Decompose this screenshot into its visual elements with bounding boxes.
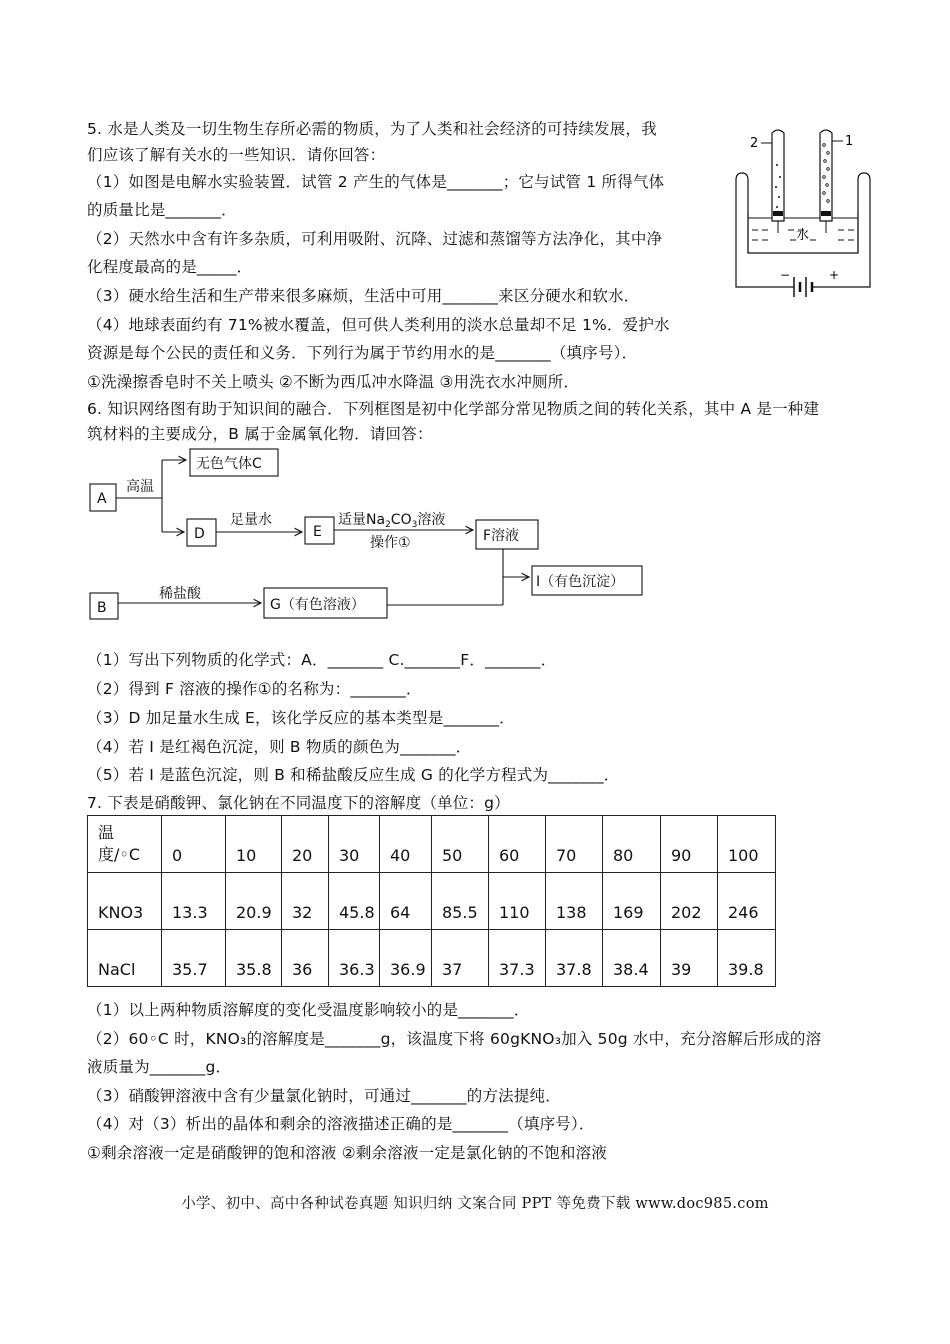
q5-part4-options: ①洗澡擦香皂时不关上喷头 ②不断为西瓜冲水降温 ③用洗衣水冲厕所． (87, 373, 580, 391)
label-sufficient-water: 足量水 (230, 512, 272, 528)
water-label: 水 (796, 228, 810, 243)
temp-cell: 40 (380, 816, 432, 873)
row-label-nacl: NaCl (88, 930, 162, 987)
label-I: I（有色沉淀） (536, 574, 625, 590)
table-cell: 37.8 (546, 930, 603, 987)
label-high-temp: 高温 (126, 479, 154, 495)
table-row-kno3 (88, 873, 776, 930)
electrolysis-apparatus-figure (728, 125, 878, 310)
table-cell: 36.9 (380, 930, 432, 987)
temp-cell: 10 (226, 816, 282, 873)
table-cell: 138 (546, 873, 603, 930)
table-cell: 64 (380, 873, 432, 930)
temp-cell: 80 (603, 816, 661, 873)
temp-cell: 50 (432, 816, 489, 873)
temp-cell: 90 (661, 816, 718, 873)
q6-intro-line2: 筑材料的主要成分，B 属于金属氧化物．请回答： (87, 425, 433, 443)
table-cell: 246 (718, 873, 776, 930)
label-E: E (313, 524, 322, 540)
label-dilute-hcl: 稀盐酸 (159, 586, 201, 602)
table-cell: 202 (661, 873, 718, 930)
table-cell: 35.7 (162, 930, 226, 987)
table-cell: 169 (603, 873, 661, 930)
battery-positive-sign: + (829, 268, 840, 282)
table-cell: 36 (282, 930, 329, 987)
q5-part3: （3）硬水给生活和生产带来很多麻烦，生活中可用_______来区分硬水和软水． (87, 287, 640, 305)
table-cell: 38.4 (603, 930, 661, 987)
temp-cell: 100 (718, 816, 776, 873)
label-na2co3-reagent: 适量$Na_2CO_3$溶液 (338, 512, 446, 530)
label-operation-1: 操作① (370, 535, 411, 551)
q6-part3: （3）D 加足量水生成 E，该化学反应的基本类型是_______． (87, 709, 515, 727)
q5-part4-line2: 资源是每个公民的责任和义务．下列行为属于节约用水的是_______（填序号）． (87, 344, 638, 362)
page-footer: 小学、初中、高中各种试卷真题 知识归纳 文案合同 PPT 等免费下载 www.doc985.com (181, 1196, 769, 1212)
row-label-kno3: KNO3 (88, 873, 162, 930)
q6-part4: （4）若 I 是红褐色沉淀，则 B 物质的颜色为_______． (87, 738, 472, 756)
q7-part4: （4）对（3）析出的晶体和剩余的溶液描述正确的是_______（填序号）． (87, 1115, 595, 1133)
table-cell: 39 (661, 930, 718, 987)
table-row-temperature (88, 816, 776, 873)
table-cell: 37 (432, 930, 489, 987)
q7-part4-options: ①剩余溶液一定是硝酸钾的饱和溶液 ②剩余溶液一定是氯化钠的不饱和溶液 (87, 1144, 608, 1162)
table-cell: 13.3 (162, 873, 226, 930)
table-cell: 37.3 (489, 930, 546, 987)
table-cell: 45.8 (329, 873, 380, 930)
q6-part1: （1）写出下列物质的化学式：A．_______ C._______F．_______． (87, 651, 557, 669)
label-D: D (194, 526, 205, 542)
label-F: F溶液 (483, 528, 520, 544)
q7-part2-line1: （2）60◦C 时，KNO₃的溶解度是_______g，该温度下将 60gKNO₃加入 50g 水中，充分溶解后形成的溶 (87, 1030, 822, 1048)
temp-cell: 20 (282, 816, 329, 873)
tube-2-label: 2 (750, 136, 759, 151)
table-cell: 20.9 (226, 873, 282, 930)
q5-part2-line2: 化程度最高的是_____． (87, 258, 253, 276)
label-G: G（有色溶液） (270, 597, 365, 613)
conversion-relation-diagram (80, 440, 660, 630)
tube-1-label: 1 (845, 134, 854, 149)
q7-intro: 7. 下表是硝酸钾、氯化钠在不同温度下的溶解度（单位：g） (87, 794, 510, 812)
table-cell: 39.8 (718, 930, 776, 987)
table-cell: 35.8 (226, 930, 282, 987)
temperature-header: 温 度/◦C (88, 816, 162, 873)
table-row-nacl (88, 930, 776, 987)
q5-part2-line1: （2）天然水中含有许多杂质，可利用吸附、沉降、过滤和蒸馏等方法净化，其中净 (87, 230, 663, 248)
q5-part4-line1: （4）地球表面约有 71%被水覆盖，但可供人类利用的淡水总量却不足 1%．爱护水 (87, 316, 670, 334)
label-B: B (97, 600, 107, 616)
table-cell: 110 (489, 873, 546, 930)
temp-cell: 30 (329, 816, 380, 873)
label-C: 无色气体C (196, 456, 262, 472)
table-cell: 85.5 (432, 873, 489, 930)
q5-intro-line2: 们应该了解有关水的一些知识．请你回答： (87, 146, 386, 164)
q6-part5: （5）若 I 是蓝色沉淀，则 B 和稀盐酸反应生成 G 的化学方程式为_______． (87, 766, 620, 784)
q6-intro-line1: 6. 知识网络图有助于知识间的融合．下列框图是初中化学部分常见物质之间的转化关系，其中 A 是一种建 (87, 400, 820, 418)
table-cell: 32 (282, 873, 329, 930)
temp-cell: 70 (546, 816, 603, 873)
battery-negative-sign: − (780, 268, 791, 282)
q7-part3: （3）硝酸钾溶液中含有少量氯化钠时，可通过_______的方法提纯． (87, 1087, 561, 1105)
solubility-table (87, 815, 776, 987)
q5-part1-line1: （1）如图是电解水实验装置．试管 2 产生的气体是_______；它与试管 1 所得气体 (87, 173, 665, 191)
q6-part2: （2）得到 F 溶液的操作①的名称为：_______． (87, 680, 422, 698)
label-A: A (97, 491, 107, 507)
q5-intro-line1: 5. 水是人类及一切生物生存所必需的物质，为了人类和社会经济的可持续发展，我 (87, 120, 657, 138)
temp-cell: 0 (162, 816, 226, 873)
temp-cell: 60 (489, 816, 546, 873)
q5-part1-line2: 的质量比是_______． (87, 201, 237, 219)
q7-part2-line2: 液质量为_______g． (87, 1058, 232, 1076)
q7-part1: （1）以上两种物质溶解度的变化受温度影响较小的是_______． (87, 1001, 530, 1019)
table-cell: 36.3 (329, 930, 380, 987)
